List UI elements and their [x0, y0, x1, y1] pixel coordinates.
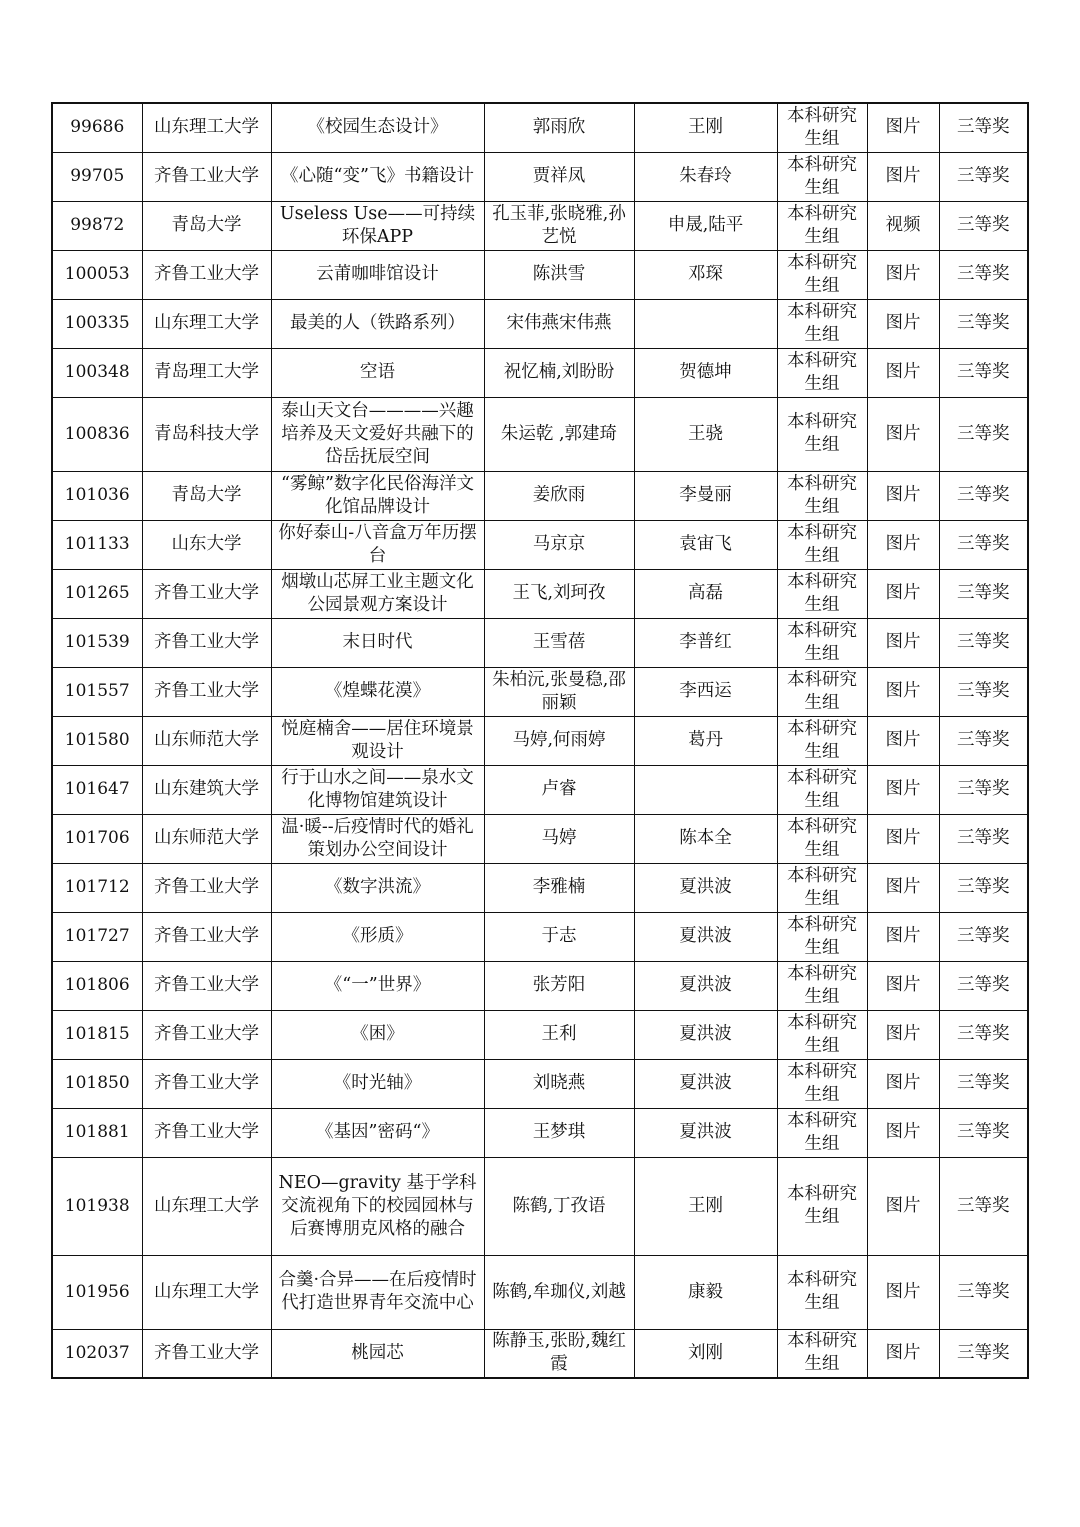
cell-university: 青岛大学 — [142, 201, 271, 250]
cell-entry-id: 101815 — [52, 1010, 142, 1059]
cell-award: 三等奖 — [939, 299, 1028, 348]
cell-entry-id: 101850 — [52, 1059, 142, 1108]
cell-authors: 马婷,何雨婷 — [484, 716, 634, 765]
table-row — [52, 471, 1028, 520]
cell-award: 三等奖 — [939, 1329, 1028, 1378]
cell-university: 青岛理工大学 — [142, 348, 271, 397]
cell-advisor: 王刚 — [634, 103, 777, 152]
cell-entry-id: 101806 — [52, 961, 142, 1010]
cell-work-type: 视频 — [867, 201, 939, 250]
cell-group: 本科研究生组 — [777, 961, 867, 1010]
cell-work-title: 悦庭楠舍——居住环境景观设计 — [271, 716, 484, 765]
cell-group: 本科研究生组 — [777, 618, 867, 667]
table-row — [52, 152, 1028, 201]
cell-university: 山东理工大学 — [142, 299, 271, 348]
cell-work-type: 图片 — [867, 348, 939, 397]
cell-work-title: 《形质》 — [271, 912, 484, 961]
cell-entry-id: 101036 — [52, 471, 142, 520]
cell-work-title: 《困》 — [271, 1010, 484, 1059]
cell-advisor: 夏洪波 — [634, 961, 777, 1010]
cell-award: 三等奖 — [939, 250, 1028, 299]
cell-work-type: 图片 — [867, 912, 939, 961]
cell-work-type: 图片 — [867, 765, 939, 814]
cell-advisor: 袁宙飞 — [634, 520, 777, 569]
cell-award: 三等奖 — [939, 618, 1028, 667]
cell-university: 山东理工大学 — [142, 1157, 271, 1255]
cell-authors: 祝忆楠,刘盼盼 — [484, 348, 634, 397]
cell-group: 本科研究生组 — [777, 250, 867, 299]
cell-entry-id: 101727 — [52, 912, 142, 961]
cell-advisor — [634, 765, 777, 814]
cell-university: 山东师范大学 — [142, 814, 271, 863]
cell-university: 齐鲁工业大学 — [142, 912, 271, 961]
cell-university: 山东建筑大学 — [142, 765, 271, 814]
cell-work-title: 《煌蝶花漠》 — [271, 667, 484, 716]
cell-work-type: 图片 — [867, 1059, 939, 1108]
cell-award: 三等奖 — [939, 1010, 1028, 1059]
cell-work-type: 图片 — [867, 250, 939, 299]
cell-award: 三等奖 — [939, 1059, 1028, 1108]
cell-entry-id: 101580 — [52, 716, 142, 765]
cell-award: 三等奖 — [939, 1157, 1028, 1255]
cell-award: 三等奖 — [939, 520, 1028, 569]
cell-authors: 郭雨欣 — [484, 103, 634, 152]
cell-university: 山东大学 — [142, 520, 271, 569]
cell-group: 本科研究生组 — [777, 201, 867, 250]
cell-university: 齐鲁工业大学 — [142, 569, 271, 618]
cell-university: 齐鲁工业大学 — [142, 863, 271, 912]
cell-award: 三等奖 — [939, 814, 1028, 863]
cell-group: 本科研究生组 — [777, 1329, 867, 1378]
table-row — [52, 667, 1028, 716]
cell-university: 山东理工大学 — [142, 1255, 271, 1329]
cell-award: 三等奖 — [939, 348, 1028, 397]
table-row — [52, 912, 1028, 961]
cell-award: 三等奖 — [939, 1255, 1028, 1329]
cell-group: 本科研究生组 — [777, 667, 867, 716]
cell-advisor: 邓琛 — [634, 250, 777, 299]
cell-advisor: 康毅 — [634, 1255, 777, 1329]
cell-group: 本科研究生组 — [777, 397, 867, 471]
cell-authors: 贾祥凤 — [484, 152, 634, 201]
table-row — [52, 765, 1028, 814]
cell-group: 本科研究生组 — [777, 1059, 867, 1108]
cell-authors: 李雅楠 — [484, 863, 634, 912]
cell-university: 齐鲁工业大学 — [142, 250, 271, 299]
cell-award: 三等奖 — [939, 103, 1028, 152]
cell-work-type: 图片 — [867, 1329, 939, 1378]
cell-group: 本科研究生组 — [777, 152, 867, 201]
cell-group: 本科研究生组 — [777, 1108, 867, 1157]
cell-award: 三等奖 — [939, 397, 1028, 471]
cell-university: 齐鲁工业大学 — [142, 1329, 271, 1378]
cell-work-title: 空语 — [271, 348, 484, 397]
cell-entry-id: 101881 — [52, 1108, 142, 1157]
cell-advisor: 夏洪波 — [634, 863, 777, 912]
cell-advisor: 葛丹 — [634, 716, 777, 765]
cell-authors: 张芳阳 — [484, 961, 634, 1010]
cell-group: 本科研究生组 — [777, 569, 867, 618]
cell-work-title: 《数字洪流》 — [271, 863, 484, 912]
cell-advisor: 李普红 — [634, 618, 777, 667]
cell-group: 本科研究生组 — [777, 103, 867, 152]
table-row — [52, 201, 1028, 250]
cell-authors: 朱柏沅,张曼稳,邵丽颖 — [484, 667, 634, 716]
cell-university: 齐鲁工业大学 — [142, 961, 271, 1010]
cell-authors: 马京京 — [484, 520, 634, 569]
cell-work-type: 图片 — [867, 299, 939, 348]
cell-work-type: 图片 — [867, 152, 939, 201]
cell-work-type: 图片 — [867, 520, 939, 569]
table-row — [52, 1010, 1028, 1059]
cell-authors: 于志 — [484, 912, 634, 961]
table-row — [52, 716, 1028, 765]
cell-authors: 孔玉菲,张晓雅,孙艺悦 — [484, 201, 634, 250]
cell-group: 本科研究生组 — [777, 863, 867, 912]
cell-authors: 陈鹤,牟珈仪,刘越 — [484, 1255, 634, 1329]
cell-work-title: 《校园生态设计》 — [271, 103, 484, 152]
cell-advisor: 刘刚 — [634, 1329, 777, 1378]
cell-group: 本科研究生组 — [777, 1010, 867, 1059]
cell-university: 青岛科技大学 — [142, 397, 271, 471]
table-row — [52, 1255, 1028, 1329]
cell-advisor: 贺德坤 — [634, 348, 777, 397]
cell-entry-id: 100836 — [52, 397, 142, 471]
cell-authors: 陈静玉,张盼,魏红霞 — [484, 1329, 634, 1378]
cell-advisor: 夏洪波 — [634, 1010, 777, 1059]
cell-work-title: 《“一”世界》 — [271, 961, 484, 1010]
table-row — [52, 103, 1028, 152]
cell-work-title: “雾鲸”数字化民俗海洋文化馆品牌设计 — [271, 471, 484, 520]
cell-work-title: 末日时代 — [271, 618, 484, 667]
cell-authors: 王利 — [484, 1010, 634, 1059]
cell-university: 齐鲁工业大学 — [142, 1010, 271, 1059]
cell-university: 山东理工大学 — [142, 103, 271, 152]
cell-work-title: 行于山水之间——泉水文化博物馆建筑设计 — [271, 765, 484, 814]
cell-authors: 陈洪雪 — [484, 250, 634, 299]
cell-entry-id: 101938 — [52, 1157, 142, 1255]
table-row — [52, 1157, 1028, 1255]
cell-entry-id: 101539 — [52, 618, 142, 667]
cell-university: 齐鲁工业大学 — [142, 1059, 271, 1108]
cell-work-type: 图片 — [867, 569, 939, 618]
cell-award: 三等奖 — [939, 912, 1028, 961]
cell-work-type: 图片 — [867, 716, 939, 765]
cell-award: 三等奖 — [939, 152, 1028, 201]
cell-authors: 刘晓燕 — [484, 1059, 634, 1108]
cell-work-title: 合羹·合异——在后疫情时代打造世界青年交流中心 — [271, 1255, 484, 1329]
cell-entry-id: 101706 — [52, 814, 142, 863]
table-row — [52, 863, 1028, 912]
cell-entry-id: 100053 — [52, 250, 142, 299]
cell-authors: 马婷 — [484, 814, 634, 863]
cell-work-title: 泰山天文台————兴趣培养及天文爱好共融下的岱岳抚辰空间 — [271, 397, 484, 471]
cell-advisor — [634, 299, 777, 348]
cell-award: 三等奖 — [939, 667, 1028, 716]
table-row — [52, 348, 1028, 397]
cell-advisor: 朱春玲 — [634, 152, 777, 201]
cell-advisor: 申晟,陆平 — [634, 201, 777, 250]
cell-authors: 朱运乾 ,郭建琦 — [484, 397, 634, 471]
cell-entry-id: 99705 — [52, 152, 142, 201]
cell-work-type: 图片 — [867, 103, 939, 152]
cell-award: 三等奖 — [939, 765, 1028, 814]
cell-work-title: 桃园芯 — [271, 1329, 484, 1378]
cell-authors: 宋伟燕宋伟燕 — [484, 299, 634, 348]
cell-authors: 姜欣雨 — [484, 471, 634, 520]
table-row — [52, 250, 1028, 299]
table-row — [52, 1059, 1028, 1108]
cell-authors: 陈鹤,丁孜语 — [484, 1157, 634, 1255]
cell-entry-id: 101557 — [52, 667, 142, 716]
cell-work-type: 图片 — [867, 961, 939, 1010]
cell-work-title: NEO—gravity 基于学科交流视角下的校园园林与后赛博朋克风格的融合 — [271, 1157, 484, 1255]
table-row — [52, 397, 1028, 471]
cell-entry-id: 99872 — [52, 201, 142, 250]
cell-entry-id: 102037 — [52, 1329, 142, 1378]
cell-university: 齐鲁工业大学 — [142, 667, 271, 716]
cell-entry-id: 100348 — [52, 348, 142, 397]
cell-authors: 卢睿 — [484, 765, 634, 814]
table-row — [52, 1108, 1028, 1157]
cell-work-type: 图片 — [867, 814, 939, 863]
awards-table-body — [52, 103, 1028, 1378]
cell-advisor: 陈本全 — [634, 814, 777, 863]
cell-group: 本科研究生组 — [777, 1255, 867, 1329]
cell-group: 本科研究生组 — [777, 471, 867, 520]
cell-group: 本科研究生组 — [777, 1157, 867, 1255]
cell-advisor: 王刚 — [634, 1157, 777, 1255]
cell-award: 三等奖 — [939, 1108, 1028, 1157]
cell-advisor: 李曼丽 — [634, 471, 777, 520]
table-row — [52, 1329, 1028, 1378]
cell-entry-id: 101956 — [52, 1255, 142, 1329]
cell-work-title: 最美的人（铁路系列） — [271, 299, 484, 348]
cell-award: 三等奖 — [939, 201, 1028, 250]
cell-university: 齐鲁工业大学 — [142, 152, 271, 201]
cell-work-type: 图片 — [867, 471, 939, 520]
cell-authors: 王雪蓓 — [484, 618, 634, 667]
cell-advisor: 夏洪波 — [634, 912, 777, 961]
table-row — [52, 961, 1028, 1010]
cell-group: 本科研究生组 — [777, 520, 867, 569]
table-row — [52, 520, 1028, 569]
awards-table — [51, 102, 1029, 1379]
cell-advisor: 夏洪波 — [634, 1059, 777, 1108]
cell-work-type: 图片 — [867, 1255, 939, 1329]
cell-work-type: 图片 — [867, 863, 939, 912]
cell-advisor: 夏洪波 — [634, 1108, 777, 1157]
cell-work-title: 云莆咖啡馆设计 — [271, 250, 484, 299]
cell-work-type: 图片 — [867, 667, 939, 716]
table-row — [52, 569, 1028, 618]
cell-award: 三等奖 — [939, 471, 1028, 520]
cell-award: 三等奖 — [939, 863, 1028, 912]
cell-entry-id: 101265 — [52, 569, 142, 618]
cell-work-title: 你好泰山-八音盒万年历摆台 — [271, 520, 484, 569]
cell-advisor: 王骁 — [634, 397, 777, 471]
cell-authors: 王梦琪 — [484, 1108, 634, 1157]
cell-work-title: 烟墩山芯屏工业主题文化公园景观方案设计 — [271, 569, 484, 618]
cell-group: 本科研究生组 — [777, 299, 867, 348]
cell-university: 山东师范大学 — [142, 716, 271, 765]
cell-advisor: 李西运 — [634, 667, 777, 716]
cell-university: 齐鲁工业大学 — [142, 1108, 271, 1157]
cell-work-title: 《心随“变”飞》书籍设计 — [271, 152, 484, 201]
cell-award: 三等奖 — [939, 961, 1028, 1010]
cell-university: 青岛大学 — [142, 471, 271, 520]
table-row — [52, 618, 1028, 667]
cell-entry-id: 99686 — [52, 103, 142, 152]
cell-group: 本科研究生组 — [777, 716, 867, 765]
cell-work-type: 图片 — [867, 1108, 939, 1157]
cell-group: 本科研究生组 — [777, 814, 867, 863]
table-row — [52, 814, 1028, 863]
cell-work-title: 《基因”密码“》 — [271, 1108, 484, 1157]
cell-work-title: Useless Use——可持续环保APP — [271, 201, 484, 250]
cell-entry-id: 101647 — [52, 765, 142, 814]
cell-entry-id: 101133 — [52, 520, 142, 569]
table-row — [52, 299, 1028, 348]
cell-advisor: 高磊 — [634, 569, 777, 618]
cell-group: 本科研究生组 — [777, 348, 867, 397]
cell-work-type: 图片 — [867, 618, 939, 667]
cell-work-type: 图片 — [867, 1010, 939, 1059]
cell-award: 三等奖 — [939, 716, 1028, 765]
cell-entry-id: 100335 — [52, 299, 142, 348]
cell-work-title: 《时光轴》 — [271, 1059, 484, 1108]
cell-work-type: 图片 — [867, 1157, 939, 1255]
cell-university: 齐鲁工业大学 — [142, 618, 271, 667]
cell-authors: 王飞,刘珂孜 — [484, 569, 634, 618]
cell-work-title: 温·暖--后疫情时代的婚礼策划办公空间设计 — [271, 814, 484, 863]
cell-work-type: 图片 — [867, 397, 939, 471]
cell-group: 本科研究生组 — [777, 912, 867, 961]
cell-group: 本科研究生组 — [777, 765, 867, 814]
cell-entry-id: 101712 — [52, 863, 142, 912]
cell-award: 三等奖 — [939, 569, 1028, 618]
